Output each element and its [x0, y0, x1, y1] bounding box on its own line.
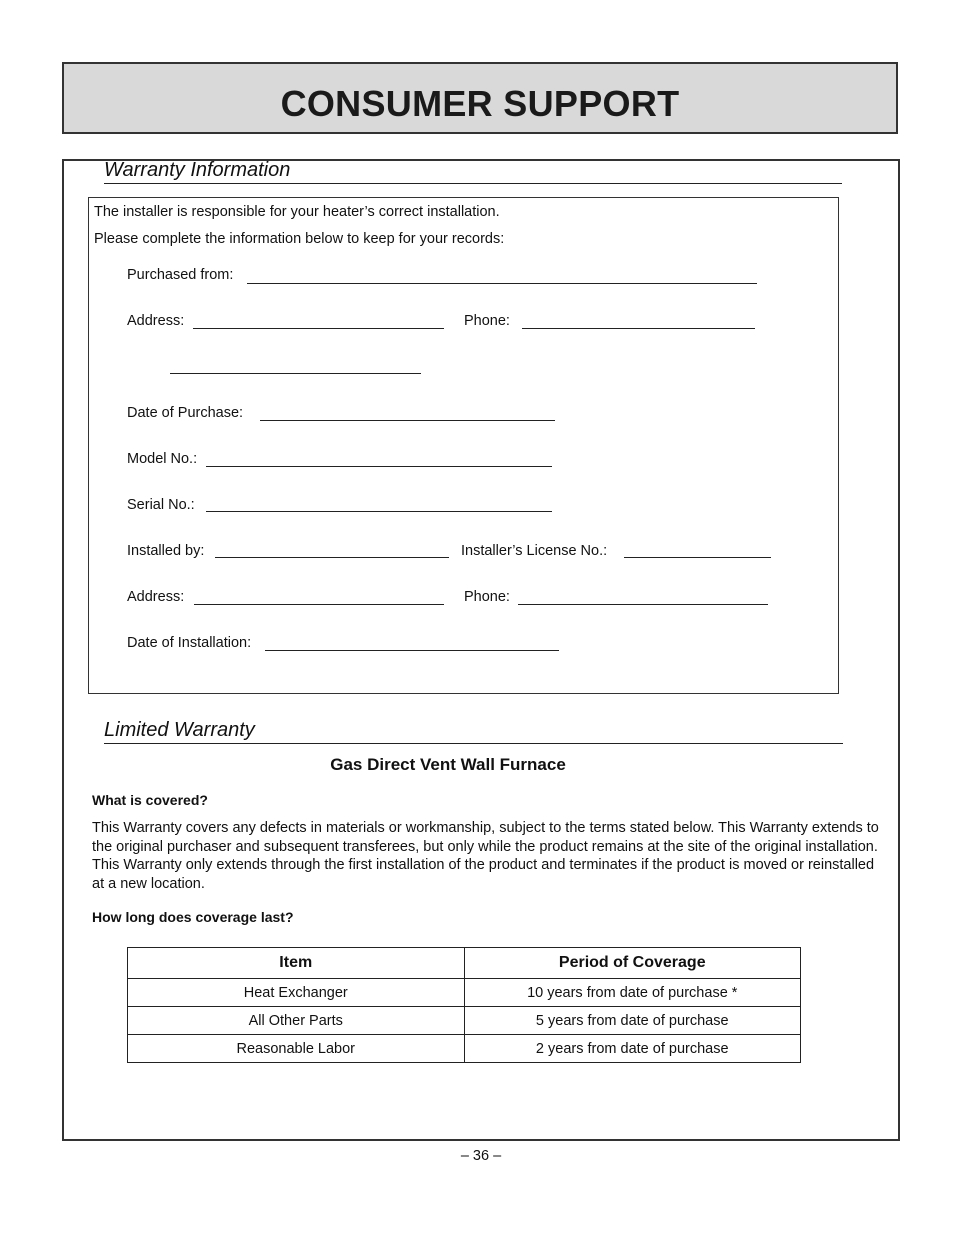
purchased-from-field[interactable]	[247, 283, 757, 284]
table-row	[128, 1007, 801, 1035]
address-label: Address:	[127, 313, 185, 329]
coverage-duration-heading: How long does coverage last?	[92, 909, 294, 925]
page-number: – 36 –	[460, 1148, 502, 1164]
table-header-row	[128, 948, 801, 979]
date-of-installation-field[interactable]	[265, 650, 559, 651]
serial-no-field[interactable]	[206, 511, 552, 512]
table-cell: 10 years from date of purchase *	[464, 979, 801, 1007]
address-line-2-field[interactable]	[170, 373, 421, 374]
phone-field[interactable]	[522, 328, 755, 329]
table-cell: 2 years from date of purchase	[464, 1035, 801, 1063]
table-row	[128, 1035, 801, 1063]
table-cell: All Other Parts	[128, 1007, 465, 1035]
date-of-installation-label: Date of Installation:	[127, 635, 252, 651]
table-header-period: Period of Coverage	[464, 948, 801, 979]
model-no-label: Model No.:	[127, 451, 198, 467]
product-subtitle: Gas Direct Vent Wall Furnace	[330, 755, 566, 774]
section-title-text: Limited Warranty	[104, 719, 255, 741]
section-title-warranty-information	[104, 159, 842, 184]
date-of-purchase-field[interactable]	[260, 420, 555, 421]
purchased-from-label: Purchased from:	[127, 267, 234, 283]
page-title: CONSUMER SUPPORT	[280, 83, 680, 124]
phone-label: Phone:	[464, 313, 510, 329]
installer-phone-label: Phone:	[464, 589, 510, 605]
page-header	[62, 62, 898, 134]
installer-address-label: Address:	[127, 589, 185, 605]
coverage-paragraph: This Warranty covers any defects in materials or workmanship, subject to the terms stated below. This Warranty extends to the original purchaser and subsequent transferees, but only while the product remains at the site of the original installation. This Warranty only extends through the first installation of the product and terminates if the product is moved or reinstalled at a new location.	[92, 820, 879, 893]
coverage-table	[127, 947, 801, 1063]
section-title-limited-warranty	[104, 719, 843, 744]
serial-no-label: Serial No.:	[127, 497, 195, 513]
section-title-text: Warranty Information	[104, 159, 291, 181]
date-of-purchase-label: Date of Purchase:	[127, 405, 244, 421]
table-cell: Reasonable Labor	[128, 1035, 465, 1063]
what-is-covered-heading: What is covered?	[92, 792, 208, 808]
installer-address-field[interactable]	[194, 604, 444, 605]
table-header-item: Item	[128, 948, 465, 979]
table-cell: 5 years from date of purchase	[464, 1007, 801, 1035]
table-cell: Heat Exchanger	[128, 979, 465, 1007]
address-field[interactable]	[193, 328, 444, 329]
intro-text-1: The installer is responsible for your heater’s correct installation.	[94, 204, 500, 220]
model-no-field[interactable]	[206, 466, 552, 467]
table-row	[128, 979, 801, 1007]
installed-by-field[interactable]	[215, 557, 449, 558]
installer-license-field[interactable]	[624, 557, 771, 558]
intro-text-2: Please complete the information below to keep for your records:	[94, 231, 505, 247]
installed-by-label: Installed by:	[127, 543, 205, 559]
installer-license-label: Installer’s License No.:	[461, 543, 608, 559]
installer-phone-field[interactable]	[518, 604, 768, 605]
